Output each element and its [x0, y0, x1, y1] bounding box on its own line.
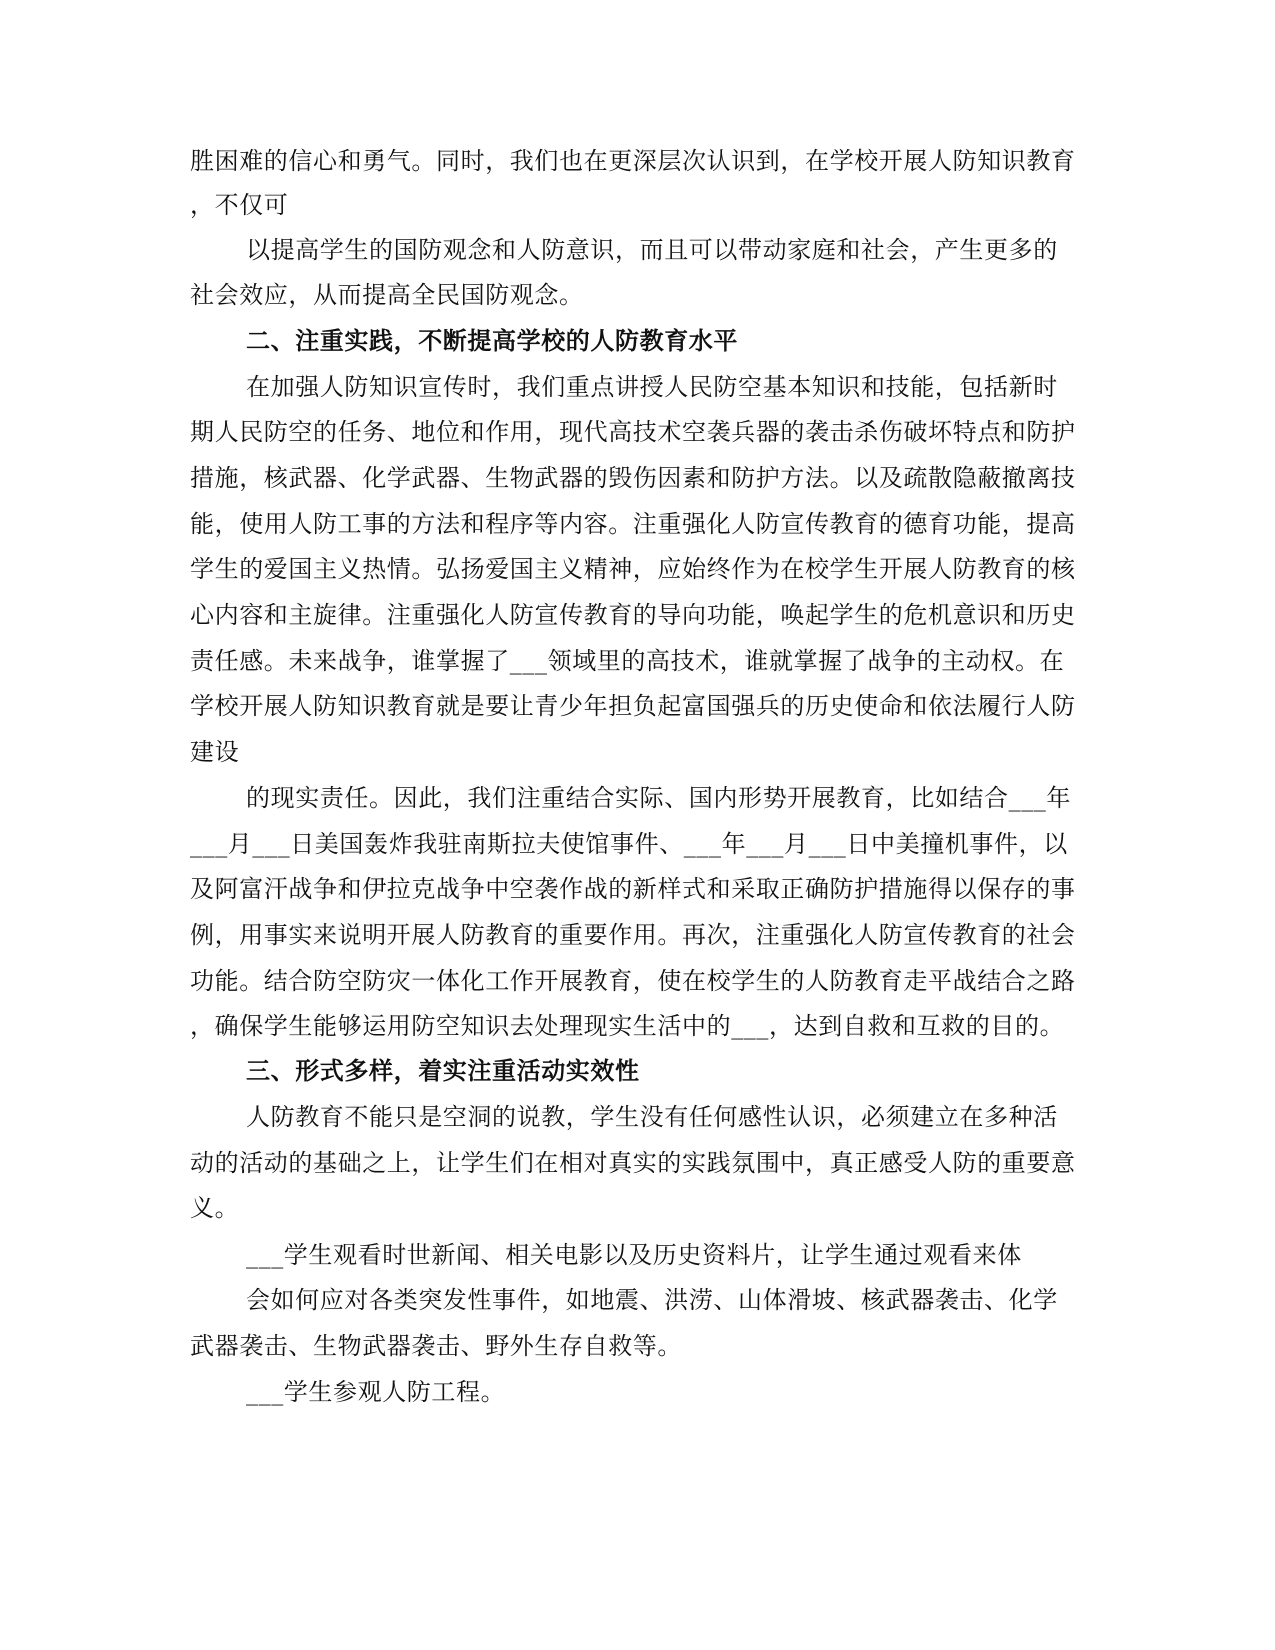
section-heading: 二、注重实践，不断提高学校的人防教育水平 — [246, 326, 738, 355]
paragraph-line: ，确保学生能够运用防空知识去处理现实生活中的___，达到自救和互救的目的。 — [190, 1012, 1065, 1040]
paragraph-line: 胜困难的信心和勇气。同时，我们也在更深层次认识到，在学校开展人防知识教育 — [190, 147, 1076, 175]
paragraph-line: ，不仅可 — [190, 191, 289, 219]
paragraph-line: 会如何应对各类突发性事件，如地震、洪涝、山体滑坡、核武器袭击、化学 — [246, 1286, 1058, 1314]
paragraph-line: 人防教育不能只是空洞的说教，学生没有任何感性认识，必须建立在多种活 — [246, 1103, 1058, 1131]
paragraph-line: 动的活动的基础之上，让学生们在相对真实的实践氛围中，真正感受人防的重要意 — [190, 1149, 1076, 1177]
paragraph-line: 责任感。未来战争，谁掌握了___领域里的高技术，谁就掌握了战争的主动权。在 — [190, 647, 1065, 675]
paragraph-line: ___学生观看时世新闻、相关电影以及历史资料片，让学生通过观看来体 — [246, 1241, 1022, 1269]
paragraph-line: 社会效应，从而提高全民国防观念。 — [190, 281, 584, 309]
paragraph-line: 建设 — [190, 738, 240, 766]
paragraph-line: 武器袭击、生物武器袭击、野外生存自救等。 — [190, 1332, 682, 1360]
paragraph-line: 措施，核武器、化学武器、生物武器的毁伤因素和防护方法。以及疏散隐蔽撤离技 — [190, 464, 1076, 492]
paragraph-line: 心内容和主旋律。注重强化人防宣传教育的导向功能，唤起学生的危机意识和历史 — [190, 601, 1076, 629]
paragraph-line: 学校开展人防知识教育就是要让青少年担负起富国强兵的历史使命和依法履行人防 — [190, 692, 1076, 720]
paragraph-line: ___学生参观人防工程。 — [246, 1378, 506, 1406]
paragraph-line: 功能。结合防空防灾一体化工作开展教育，使在校学生的人防教育走平战结合之路 — [190, 967, 1076, 995]
section-heading: 三、形式多样，着实注重活动实效性 — [246, 1056, 640, 1085]
paragraph-line: 以提高学生的国防观念和人防意识，而且可以带动家庭和社会，产生更多的 — [246, 236, 1058, 264]
paragraph-line: 期人民防空的任务、地位和作用，现代高技术空袭兵器的袭击杀伤破坏特点和防护 — [190, 418, 1076, 446]
paragraph-line: 及阿富汗战争和伊拉克战争中空袭作战的新样式和采取正确防护措施得以保存的事 — [190, 875, 1076, 903]
paragraph-line: 例，用事实来说明开展人防教育的重要作用。再次，注重强化人防宣传教育的社会 — [190, 921, 1076, 949]
paragraph-line: 能，使用人防工事的方法和程序等内容。注重强化人防宣传教育的德育功能，提高 — [190, 510, 1076, 538]
paragraph-line: ___月___日美国轰炸我驻南斯拉夫使馆事件、___年___月___日中美撞机事件，以 — [190, 830, 1068, 858]
paragraph-line: 义。 — [190, 1194, 240, 1222]
paragraph-line: 在加强人防知识宣传时，我们重点讲授人民防空基本知识和技能，包括新时 — [246, 373, 1058, 401]
paragraph-line: 学生的爱国主义热情。弘扬爱国主义精神，应始终作为在校学生开展人防教育的核 — [190, 555, 1076, 583]
paragraph-line: 的现实责任。因此，我们注重结合实际、国内形势开展教育，比如结合___年 — [246, 784, 1071, 812]
